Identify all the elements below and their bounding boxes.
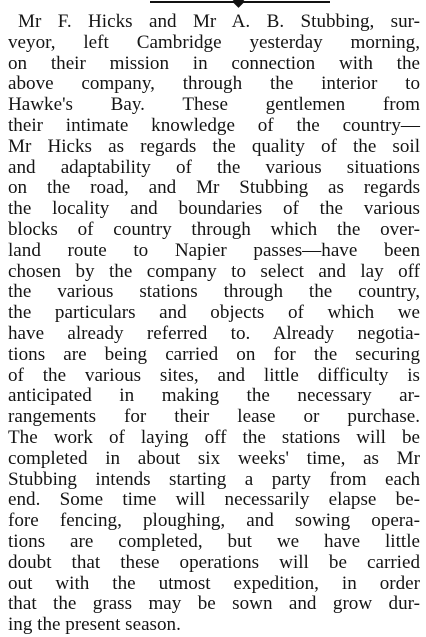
- article-line: on the road, and Mr Stubbing as regards: [8, 177, 420, 199]
- article-line: of the various sites, and little difficulty is: [8, 364, 420, 386]
- article-line: land route to Napier passes—have been: [8, 239, 420, 261]
- article-line: Hawke's Bay. These gentlemen from: [8, 94, 420, 116]
- article-line: the particulars and objects of which we: [8, 302, 420, 324]
- article-line: anticipated in making the necessary ar-: [8, 385, 420, 407]
- article-line: Stubbing intends starting a party from each: [8, 468, 420, 490]
- article-line: tions are being carried on for the securing: [8, 343, 420, 365]
- article-line: ing the present season.: [8, 614, 181, 636]
- article-line: above company, through the interior to: [8, 73, 420, 95]
- article-line: that the grass may be sown and grow dur-: [8, 593, 420, 615]
- article-line: completed in about six weeks' time, as Mr: [8, 447, 420, 469]
- article-line: chosen by the company to select and lay off: [8, 260, 420, 282]
- article-line: Mr F. Hicks and Mr A. B. Stubbing, sur-: [18, 11, 420, 32]
- article-line: doubt that these operations will be carried: [8, 551, 420, 573]
- article-line: veyor, left Cambridge yesterday morning,: [8, 31, 420, 53]
- article-line: rangements for their lease or purchase.: [8, 406, 420, 428]
- article-line: blocks of country through which the over-: [8, 218, 420, 240]
- article-line: fore fencing, ploughing, and sowing opera-: [8, 510, 420, 532]
- article-line: have already referred to. Already negotia-: [8, 322, 420, 344]
- article-line: their intimate knowledge of the country—: [8, 114, 420, 136]
- article-line: the various stations through the country,: [8, 281, 420, 303]
- article-line: on their mission in connection with the: [8, 52, 420, 74]
- article-line: out with the utmost expedition, in order: [8, 572, 420, 594]
- article-line: The work of laying off the stations will be: [8, 426, 420, 448]
- divider-ornament: [232, 0, 245, 8]
- article-line: the locality and boundaries of the various: [8, 198, 420, 220]
- article-line: tions are completed, but we have little: [8, 530, 420, 552]
- article-line: end. Some time will necessarily elapse be-: [8, 489, 420, 511]
- article-body: [8, 12, 420, 636]
- article-line: and adaptability of the various situations: [8, 156, 420, 178]
- article-line: Mr Hicks as regards the quality of the soil: [8, 135, 420, 157]
